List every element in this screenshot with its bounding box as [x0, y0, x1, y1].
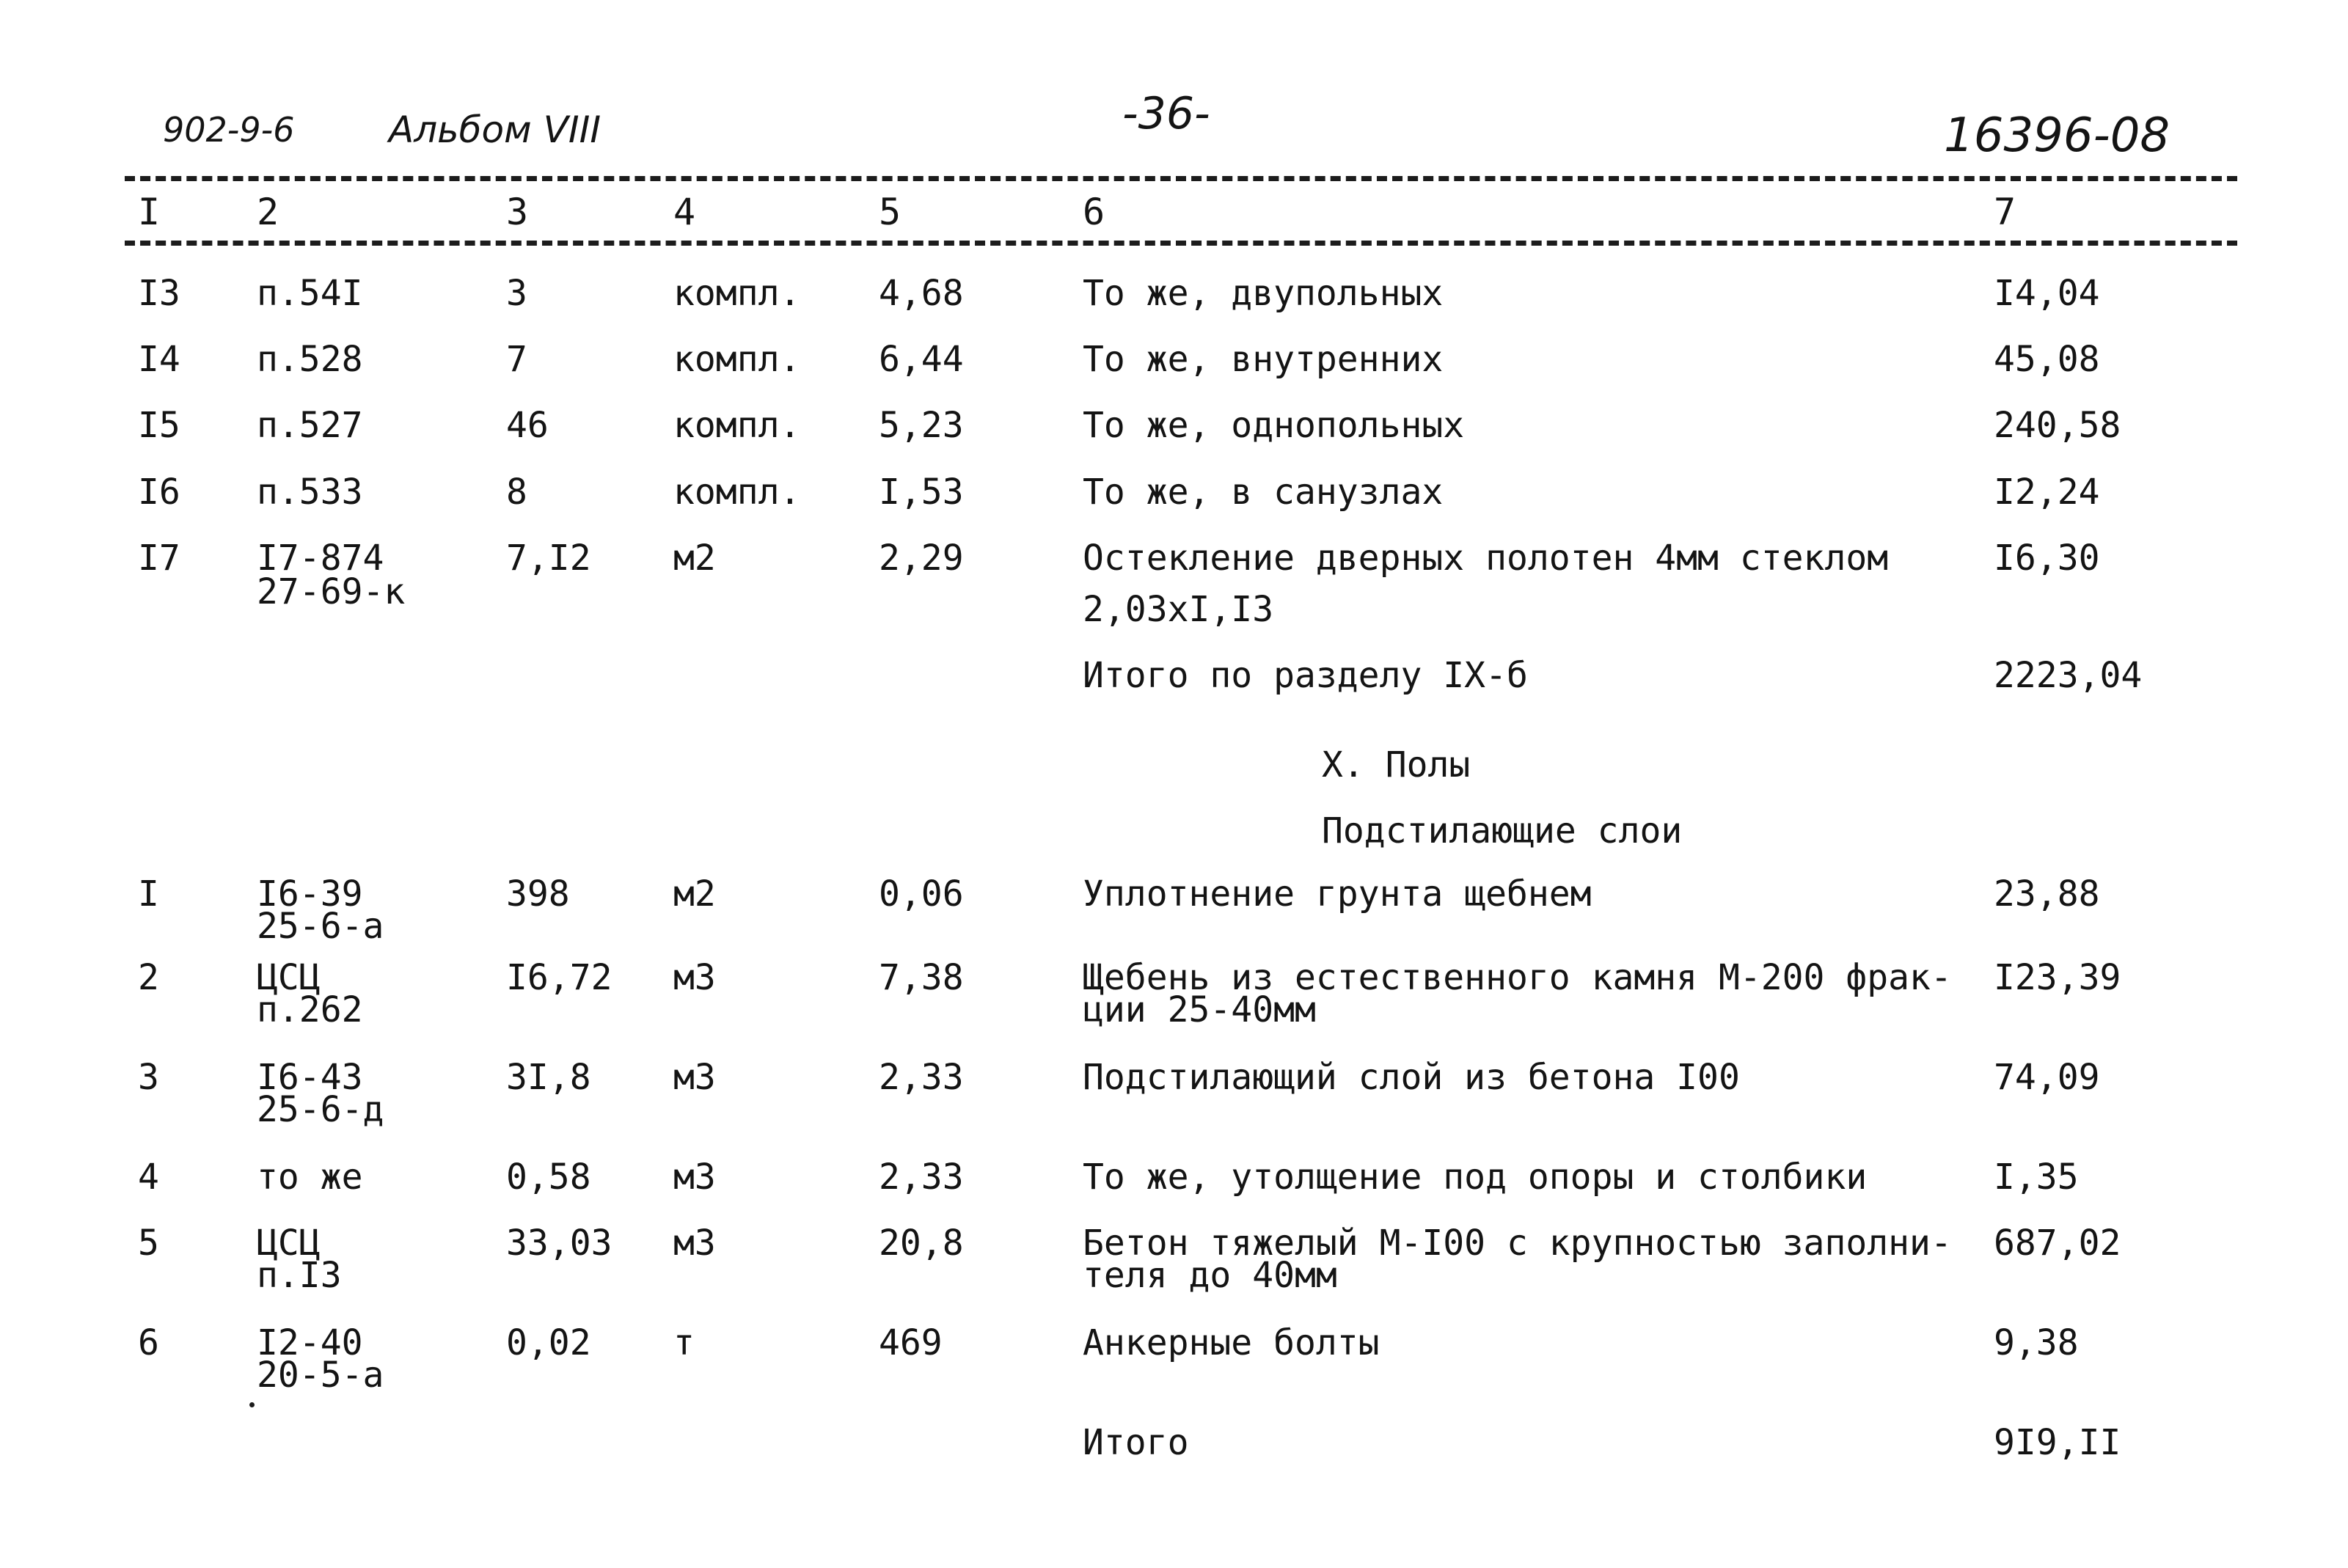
column-header-2: 2 [257, 191, 279, 233]
row-total: I6,30 [1994, 538, 2100, 579]
row-total: I23,39 [1994, 957, 2121, 998]
row-description: То же, утолщение под опоры и столбики [1083, 1157, 1868, 1198]
row-unit: м2 [673, 538, 716, 579]
row-code: п.533 [257, 472, 363, 513]
row-quantity: 0,58 [506, 1157, 591, 1198]
row-quantity: 33,03 [506, 1223, 612, 1264]
row-code-line2: п.I3 [257, 1255, 342, 1296]
row-unit: компл. [673, 339, 801, 380]
row-description-line2: теля до 40мм [1083, 1255, 1337, 1296]
row-description: То же, в санузлах [1083, 472, 1444, 513]
row-quantity: 7,I2 [506, 538, 591, 579]
row-code-line2: 25-6-д [257, 1089, 384, 1130]
row-description: Остекление дверных полотен 4мм стеклом [1083, 538, 1889, 579]
row-code-line2: п.262 [257, 989, 363, 1030]
row-description: То же, внутренних [1083, 339, 1444, 380]
row-quantity: I6,72 [506, 957, 612, 998]
row-number: I7 [138, 538, 180, 579]
row-description-line2: 2,03хI,I3 [1083, 589, 1274, 630]
row-unit: компл. [673, 405, 801, 446]
subtotal-label: Итого по разделу IX-б [1083, 655, 1528, 696]
row-code: п.54I [257, 273, 363, 314]
row-total: I2,24 [1994, 472, 2100, 513]
row-quantity: 3I,8 [506, 1057, 591, 1098]
row-total: 74,09 [1994, 1057, 2100, 1098]
total-value: 9I9,II [1994, 1422, 2121, 1463]
row-unit: м2 [673, 873, 716, 915]
row-total: I4,04 [1994, 273, 2100, 314]
row-description-line2: ции 25-40мм [1083, 989, 1316, 1030]
row-price: 4,68 [879, 273, 964, 314]
row-code-line2: 20-5-а [257, 1355, 384, 1396]
row-price: 5,23 [879, 405, 964, 446]
row-description: Анкерные болты [1083, 1322, 1380, 1363]
row-code-line2: 25-6-а [257, 906, 384, 947]
row-number: I4 [138, 339, 180, 380]
row-total: 687,02 [1994, 1223, 2121, 1264]
row-total: I,35 [1994, 1157, 2079, 1198]
row-description: Бетон тяжелый М-I00 с крупностью заполни- [1083, 1223, 1952, 1264]
row-total: 9,38 [1994, 1322, 2079, 1363]
row-price: 469 [879, 1322, 943, 1363]
row-unit: м3 [673, 1223, 716, 1264]
row-code: п.527 [257, 405, 363, 446]
row-total: 45,08 [1994, 339, 2100, 380]
row-number: 3 [138, 1057, 159, 1098]
row-description: Щебень из естественного камня М-200 фрак- [1083, 957, 1952, 998]
row-description: То же, однопольных [1083, 405, 1465, 446]
row-number: I6 [138, 472, 180, 513]
row-code: то же [257, 1157, 363, 1198]
column-header-7: 7 [1994, 191, 2016, 233]
document-code: 902-9-6 [163, 110, 295, 150]
row-number: 4 [138, 1157, 159, 1198]
stray-dot [249, 1402, 255, 1407]
row-price: 7,38 [879, 957, 964, 998]
row-code: I6-39 [257, 873, 363, 915]
row-total: 23,88 [1994, 873, 2100, 915]
column-header-6: 6 [1083, 191, 1105, 233]
row-price: 2,33 [879, 1157, 964, 1198]
row-number: I3 [138, 273, 180, 314]
column-header-3: 3 [506, 191, 529, 233]
row-quantity: 7 [506, 339, 527, 380]
row-price: 6,44 [879, 339, 964, 380]
column-header-4: 4 [673, 191, 696, 233]
row-number: I5 [138, 405, 180, 446]
row-price: 20,8 [879, 1223, 964, 1264]
row-code: п.528 [257, 339, 363, 380]
header-dash-top [125, 176, 2237, 181]
row-unit: компл. [673, 472, 801, 513]
row-code: ЦСЦ [257, 957, 321, 998]
row-code: I7-874 [257, 538, 384, 579]
section-title: Х. Полы [1322, 744, 1471, 785]
row-unit: м3 [673, 957, 716, 998]
row-description: Уплотнение грунта щебнем [1083, 873, 1592, 915]
column-header-5: 5 [879, 191, 901, 233]
section-subtitle: Подстилающие слои [1322, 810, 1683, 851]
registration-number: 16396-08 [1944, 109, 2170, 163]
row-code: I6-43 [257, 1057, 363, 1098]
row-unit: т [673, 1322, 695, 1363]
album-label: Альбом VIII [389, 109, 601, 151]
row-unit: компл. [673, 273, 801, 314]
row-quantity: 3 [506, 273, 527, 314]
total-label: Итого [1083, 1422, 1189, 1463]
page-number: -36- [1122, 88, 1210, 139]
row-quantity: 8 [506, 472, 527, 513]
subtotal-value: 2223,04 [1994, 655, 2143, 696]
row-code: ЦСЦ [257, 1223, 321, 1264]
row-number: 2 [138, 957, 159, 998]
row-description: То же, двупольных [1083, 273, 1444, 314]
row-total: 240,58 [1994, 405, 2121, 446]
row-price: 2,33 [879, 1057, 964, 1098]
row-unit: м3 [673, 1157, 716, 1198]
row-code-line2: 27-69-к [257, 571, 406, 612]
row-code: I2-40 [257, 1322, 363, 1363]
row-price: 2,29 [879, 538, 964, 579]
row-quantity: 46 [506, 405, 549, 446]
header-dash-bottom [125, 241, 2237, 246]
row-number: 6 [138, 1322, 159, 1363]
row-number: I [138, 873, 159, 915]
row-quantity: 398 [506, 873, 570, 915]
column-header-1: I [138, 191, 161, 233]
row-description: Подстилающий слой из бетона I00 [1083, 1057, 1740, 1098]
row-number: 5 [138, 1223, 159, 1264]
row-price: 0,06 [879, 873, 964, 915]
row-unit: м3 [673, 1057, 716, 1098]
row-quantity: 0,02 [506, 1322, 591, 1363]
row-price: I,53 [879, 472, 964, 513]
